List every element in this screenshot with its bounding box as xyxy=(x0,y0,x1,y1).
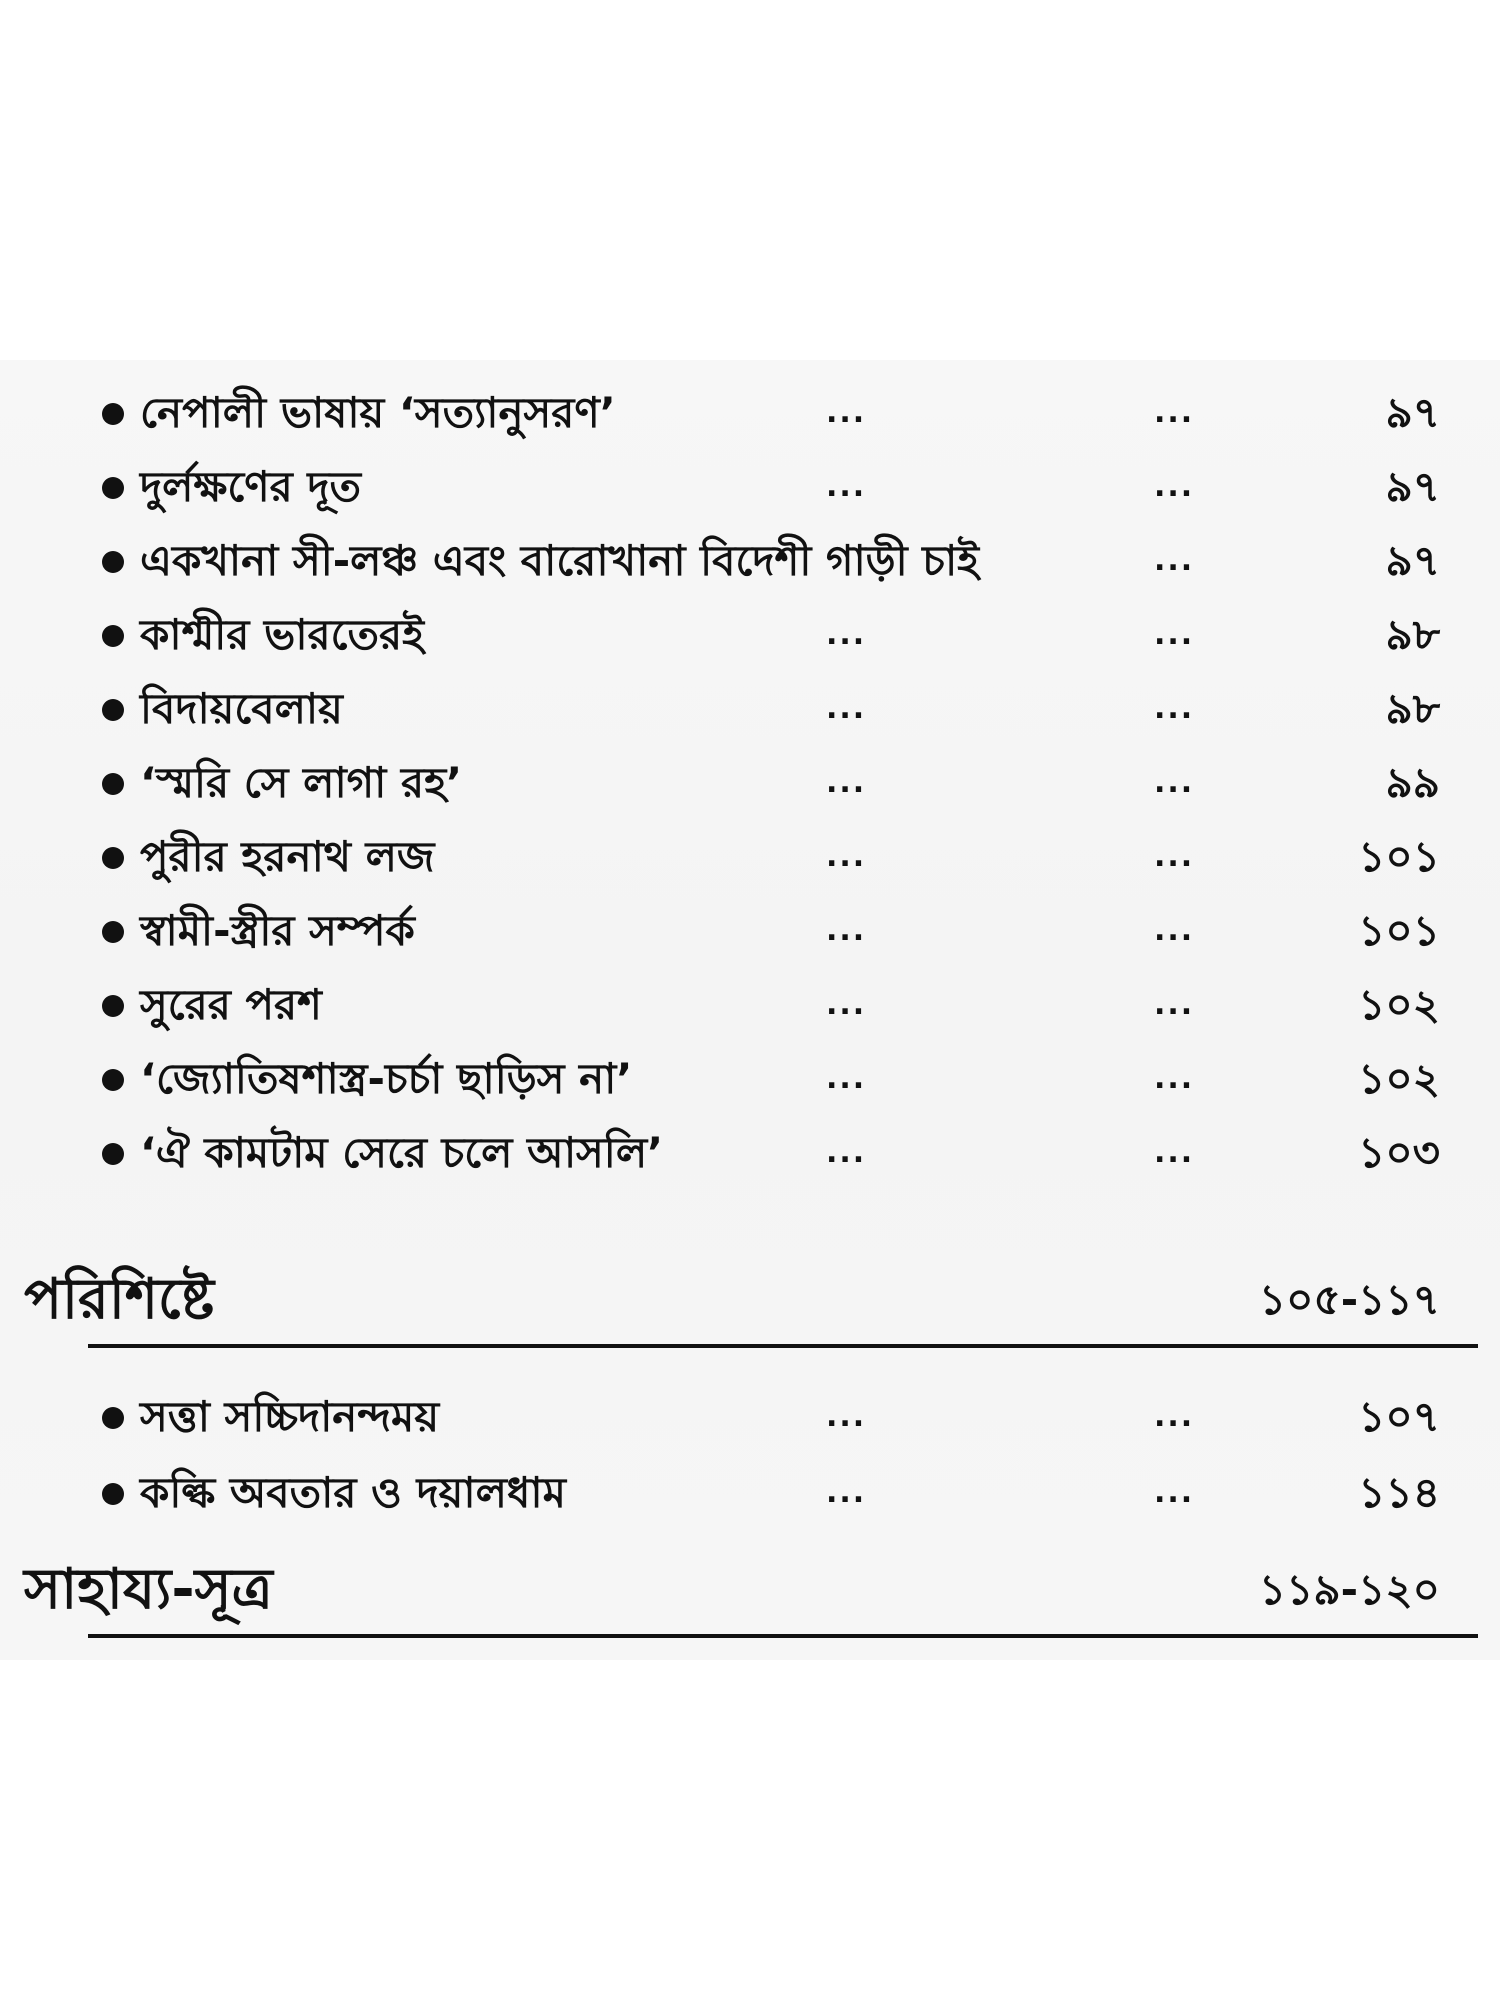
leader-dots: ... xyxy=(1154,839,1195,874)
entry-page-number: ৯৭ xyxy=(1385,536,1440,585)
entry-page-number: ১০২ xyxy=(1358,980,1440,1029)
leader-dots: ... xyxy=(826,1475,867,1510)
leader-dots: ... xyxy=(826,913,867,948)
bullet-icon xyxy=(102,403,124,425)
entry-title: কল্কি অবতার ও দয়ালধাম xyxy=(140,1468,566,1517)
toc-entry xyxy=(0,1118,1500,1188)
toc-entry xyxy=(0,748,1500,818)
section-rule xyxy=(88,1344,1478,1348)
toc-entry xyxy=(0,822,1500,892)
leader-dots: ... xyxy=(826,839,867,874)
section-page-range: ১০৫-১১৭ xyxy=(1258,1275,1440,1324)
leader-dots: ... xyxy=(1154,543,1195,578)
entry-page-number: ১০১ xyxy=(1358,906,1440,955)
toc-entry xyxy=(0,378,1500,448)
section-heading-sahayya-sutra xyxy=(0,1548,1500,1638)
leader-dots: ... xyxy=(1154,469,1195,504)
leader-dots: ... xyxy=(826,765,867,800)
bullet-icon xyxy=(102,773,124,795)
bullet-icon xyxy=(102,1407,124,1429)
leader-dots: ... xyxy=(1154,913,1195,948)
leader-dots: ... xyxy=(826,469,867,504)
bullet-icon xyxy=(102,551,124,573)
toc-entry xyxy=(0,896,1500,966)
entry-page-number: ৯৮ xyxy=(1385,610,1440,659)
leader-dots: ... xyxy=(826,691,867,726)
leader-dots: ... xyxy=(1154,987,1195,1022)
bullet-icon xyxy=(102,995,124,1017)
bullet-icon xyxy=(102,1483,124,1505)
toc-entry xyxy=(0,1382,1500,1452)
leader-dots: ... xyxy=(826,617,867,652)
bullet-icon xyxy=(102,847,124,869)
entry-title: বিদায়বেলায় xyxy=(140,684,343,733)
section-title: সাহায্য-সূত্র xyxy=(24,1557,273,1622)
leader-dots: ... xyxy=(826,395,867,430)
leader-dots: ... xyxy=(1154,691,1195,726)
leader-dots: ... xyxy=(1154,1135,1195,1170)
bullet-icon xyxy=(102,921,124,943)
leader-dots: ... xyxy=(1154,395,1195,430)
leader-dots: ... xyxy=(826,1399,867,1434)
section-page-range: ১১৯-১২০ xyxy=(1258,1565,1440,1614)
entry-title: ‘ঐ কামটাম সেরে চলে আসলি’ xyxy=(140,1128,664,1177)
toc-entry xyxy=(0,452,1500,522)
bullet-icon xyxy=(102,625,124,647)
entry-title: সুরের পরশ xyxy=(140,980,322,1029)
entry-title: ‘স্মরি সে লাগা রহ’ xyxy=(140,758,463,807)
entry-page-number: ১০৭ xyxy=(1358,1392,1440,1441)
toc-entry xyxy=(0,1458,1500,1528)
entry-title: দুর্লক্ষণের দূত xyxy=(140,462,361,511)
leader-dots: ... xyxy=(1154,1399,1195,1434)
leader-dots: ... xyxy=(1154,1061,1195,1096)
entry-title: কাশ্মীর ভারতেরই xyxy=(140,610,424,659)
entry-page-number: ১০১ xyxy=(1358,832,1440,881)
entry-title: সত্তা সচ্চিদানন্দময় xyxy=(140,1392,440,1441)
section-rule xyxy=(88,1634,1478,1638)
entry-page-number: ৯৭ xyxy=(1385,388,1440,437)
toc-entry xyxy=(0,600,1500,670)
leader-dots: ... xyxy=(1154,617,1195,652)
leader-dots: ... xyxy=(826,987,867,1022)
bullet-icon xyxy=(102,1069,124,1091)
entry-page-number: ৯৯ xyxy=(1385,758,1440,807)
entry-page-number: ১১৪ xyxy=(1358,1468,1440,1517)
entry-title: ‘জ্যোতিষশাস্ত্র-চর্চা ছাড়িস না’ xyxy=(140,1054,633,1103)
entry-title: একখানা সী-লঞ্চ এবং বারোখানা বিদেশী গাড়ী চাই xyxy=(140,536,979,585)
toc-entry xyxy=(0,526,1500,596)
leader-dots: ... xyxy=(826,1061,867,1096)
bullet-icon xyxy=(102,477,124,499)
entry-page-number: ৯৭ xyxy=(1385,462,1440,511)
entry-page-number: ৯৮ xyxy=(1385,684,1440,733)
leader-dots: ... xyxy=(1154,1475,1195,1510)
toc-entry xyxy=(0,970,1500,1040)
toc-entry xyxy=(0,674,1500,744)
entry-title: স্বামী-স্ত্রীর সম্পর্ক xyxy=(140,906,415,955)
leader-dots: ... xyxy=(826,1135,867,1170)
entry-title: পুরীর হরনাথ লজ xyxy=(140,832,435,881)
entry-page-number: ১০২ xyxy=(1358,1054,1440,1103)
entry-page-number: ১০৩ xyxy=(1358,1128,1440,1177)
bullet-icon xyxy=(102,699,124,721)
section-heading-parishishte xyxy=(0,1258,1500,1348)
toc-entry xyxy=(0,1044,1500,1114)
bullet-icon xyxy=(102,1143,124,1165)
leader-dots: ... xyxy=(1154,765,1195,800)
section-title: পরিশিষ্টে xyxy=(24,1267,215,1332)
entry-title: নেপালী ভাষায় ‘সত্যানুসরণ’ xyxy=(140,388,616,437)
